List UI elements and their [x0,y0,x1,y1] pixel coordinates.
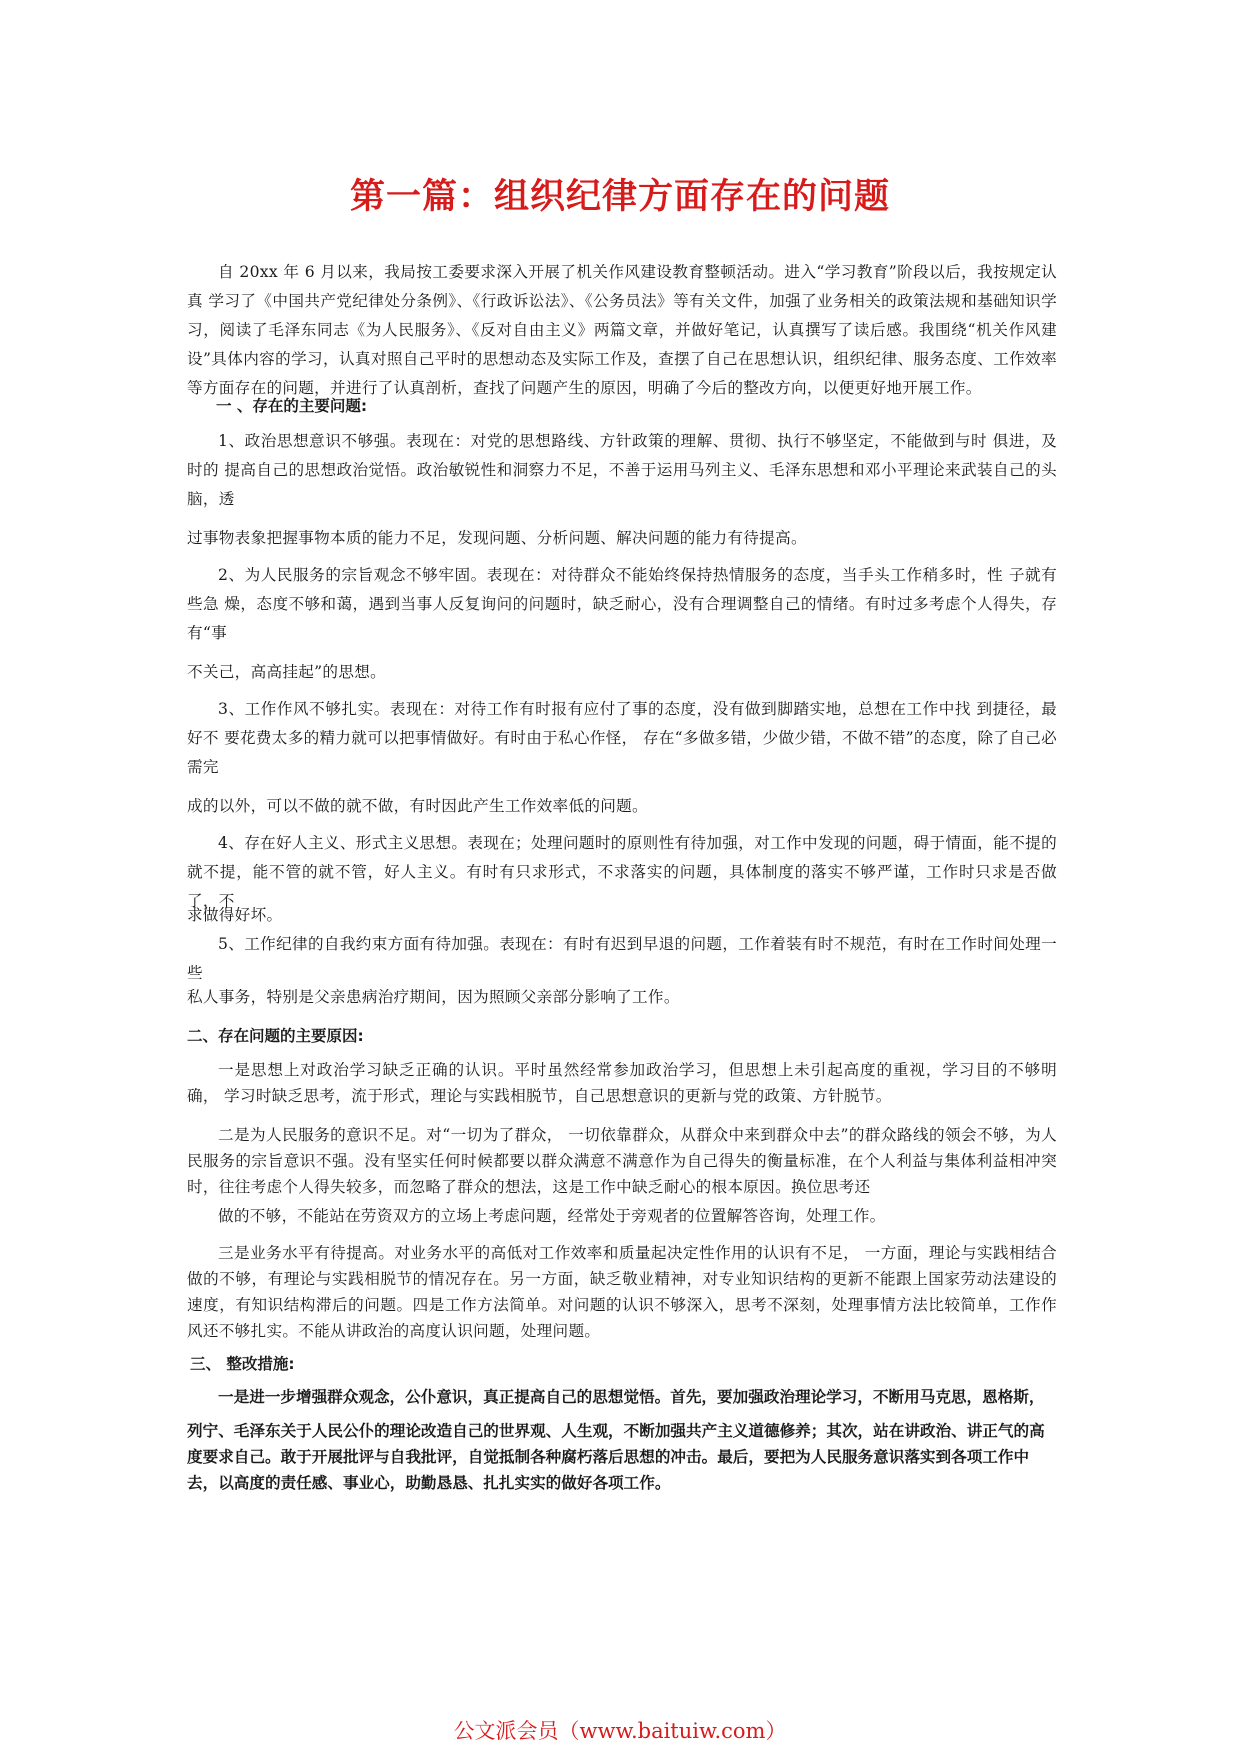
section3-heading: 三、 整改措施: [190,1355,295,1373]
problem-2-continuation: 不关己，高高挂起”的思想。 [187,663,386,681]
cause-3-paragraph: 三是业务水平有待提高。对业务水平的高低对工作效率和质量起决定性作用的认识有不足， 一方面，理论与实践相结合做的不够，有理论与实践相脱节的情况存在。另一方面，缺乏敬业精神，对专业知识结构的更新不能跟上国家劳动法建设的速度，有知识结构滞后的问题。四是工作方法简单。对问题的认识不够深入，思考不深刻，处理事情方法比较简单，工作作风还不够扎实。不能从讲政治的高度认识问题，处理问题。 [187,1244,1057,1340]
problem-1-paragraph: 1、政治思想意识不够强。表现在：对党的思想路线、方针政策的理解、贯彻、执行不够坚定，不能做到与时 俱进，及时的 提高自己的思想政治觉悟。政治敏锐性和洞察力不足，不善于运用马列主义、毛泽东思想和邓小平理论来武装自己的头脑，透 [187,432,1057,508]
section1-heading: 一 、存在的主要问题: [216,397,368,415]
cause-1-paragraph: 一是思想上对政治学习缺乏正确的认识。平时虽然经常参加政治学习，但思想上未引起高度的重视，学习目的不够明确， 学习时缺乏思考，流于形式，理论与实践相脱节，自己思想意识的更新与党的政策、方针脱节。 [187,1061,1057,1105]
cause-2-paragraph: 二是为人民服务的意识不足。对“一切为了群众， 一切依靠群众，从群众中来到群众中去”的群众路线的领会不够，为人民服务的宗旨意识不强。没有坚实任何时候都要以群众满意不满意作为自己得失的衡量标准，在个人利益与集体利益相冲突时，往往考虑个人得失较多，而忽略了群众的想法，这是工作中缺乏耐心的根本原因。换位思考还 [187,1126,1057,1196]
problem-3-continuation: 成的以外，可以不做的就不做，有时因此产生工作效率低的问题。 [187,797,648,815]
problem-5-continuation: 私人事务，特别是父亲患病治疗期间，因为照顾父亲部分影响了工作。 [187,988,680,1006]
problem-5-paragraph: 5、工作纪律的自我约束方面有待加强。表现在：有时有迟到早退的问题，工作着装有时不规范，有时在工作时间处理一些 [187,935,1057,982]
measure-1-paragraph: 一是进一步增强群众观念，公仆意识，真正提高自己的思想觉悟。首先，要加强政治理论学习，不断用马克思，恩格斯， [218,1388,1045,1406]
problem-1-continuation: 过事物表象把握事物本质的能力不足，发现问题、分析问题、解决问题的能力有待提高。 [187,529,807,547]
cause-2-continuation: 做的不够，不能站在劳资双方的立场上考虑问题，经常处于旁观者的位置解答咨询，处理工作。 [218,1207,886,1225]
problem-2-paragraph: 2、为人民服务的宗旨观念不够牢固。表现在：对待群众不能始终保持热情服务的态度，当手头工作稍多时，性 子就有些急 燥，态度不够和蔼，遇到当事人反复询问的问题时，缺乏耐心，没有合理调整自己的情绪。有时过多考虑个人得失，存有“事 [187,566,1057,642]
problem-4-continuation: 求做得好坏。 [187,906,283,924]
measure-1-continuation: 列宁、毛泽东关于人民公仆的理论改造自己的世界观、人生观，不断加强共产主义道德修养；其次，站在讲政治、讲正气的高度要求自己。敢于开展批评与自我批评，自觉抵制各种腐朽落后思想的冲击。最后，要把为人民服务意识落实到各项工作中去，以高度的责任感、事业心，助勤恳恳、扎扎实实的做好各项工作。 [187,1422,1045,1492]
problem-3-paragraph: 3、工作作风不够扎实。表现在：对待工作有时报有应付了事的态度，没有做到脚踏实地，总想在工作中找 到捷径，最好不 要花费太多的精力就可以把事情做好。有时由于私心作怪， 存在“多做多错，少做少错，不做不错”的态度，除了自己必需完 [187,700,1057,776]
section2-heading: 二、存在问题的主要原因: [187,1027,364,1045]
page-title: 第一篇：组织纪律方面存在的问题 [349,176,890,217]
problem-4-paragraph: 4、存在好人主义、形式主义思想。表现在；处理问题时的原则性有待加强，对工作中发现的问题，碍于情面，能不提的就不提，能不管的就不管，好人主义。有时有只求形式，不求落实的问题，具体制度的落实不够严谨，工作时只求是否做了，不 [187,834,1057,910]
footer-watermark: 公文派会员（www.baituiw.com） [453,1719,787,1743]
intro-paragraph: 自 20xx 年 6 月以来，我局按工委要求深入开展了机关作风建设教育整顿活动。进入“学习教育”阶段以后，我按规定认真 学习了《中国共产党纪律处分条例》、《行政诉讼法》、《公务员法》等有关文件，加强了业务相关的政策法规和基础知识学 习，阅读了毛泽东同志《为人民服务》、《反对自由主义》两篇文章，并做好笔记，认真撰写了读后感。我围绕“机关作风建 设”具体内容的学习，认真对照自己平时的思想动态及实际工作及，查摆了自己在思想认识，组织纪律、服务态度、工作效率 等方面存在的问题，并进行了认真剖析，查找了问题产生的原因，明确了今后的整改方向，以便更好地开展工作。 [187,263,1057,397]
